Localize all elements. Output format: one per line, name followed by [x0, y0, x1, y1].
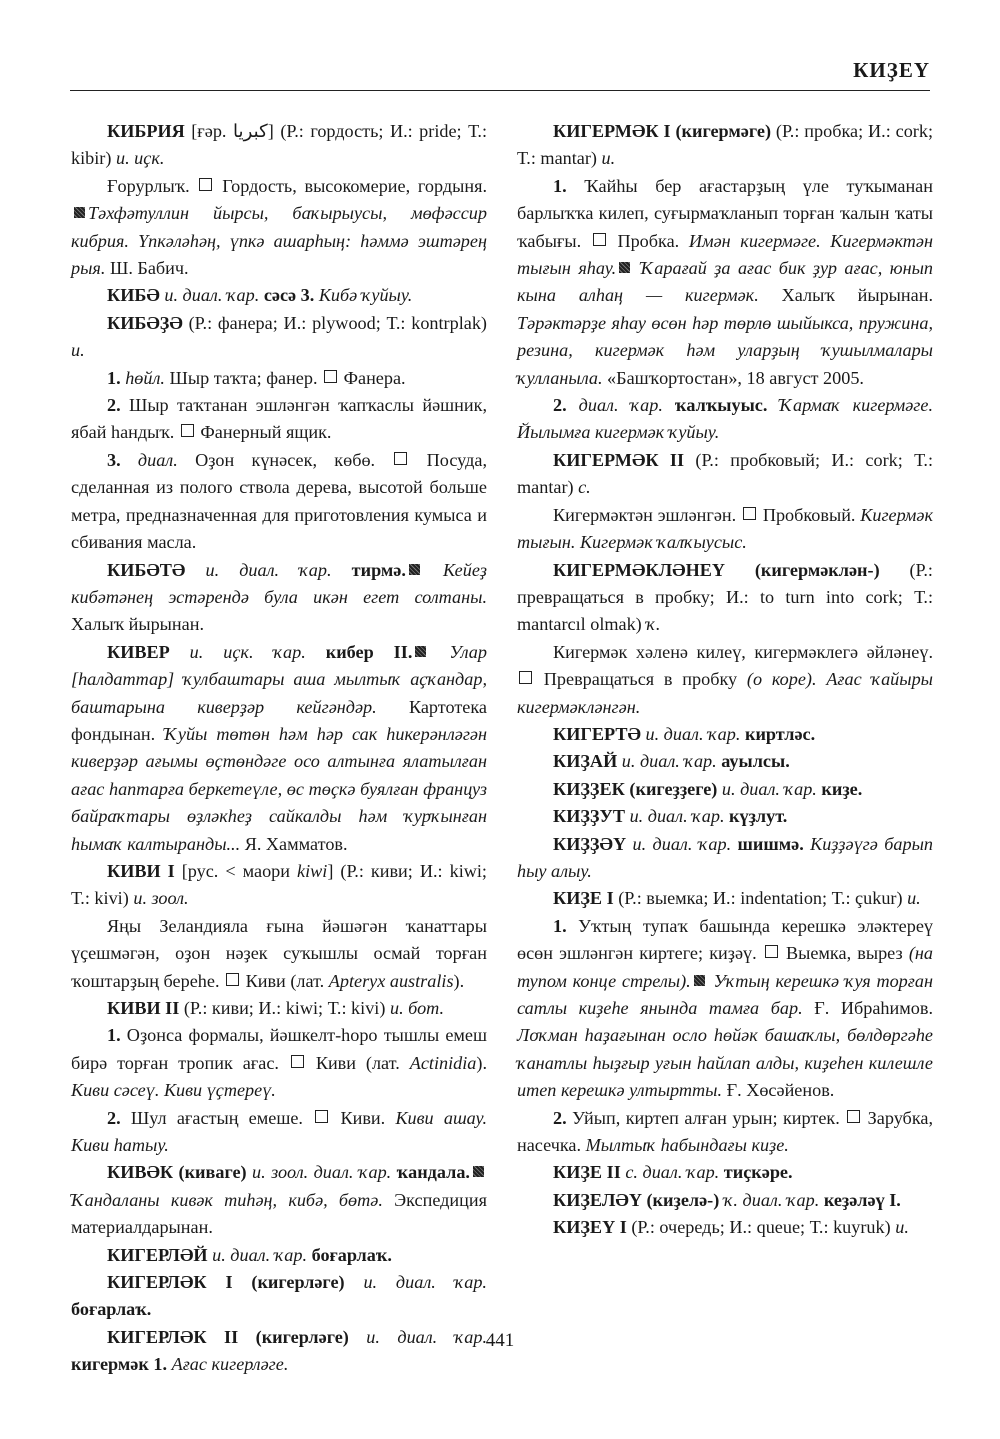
- example-square-icon: [619, 262, 630, 273]
- entry-kigermeklenew: КИГЕРМӘКЛӘНЕҮ (кигермәклән-) (Р.: превращаться в пробку; И.: to turn into cork; Т.: mantarcıl olmak) ҡ.: [517, 559, 933, 635]
- left-column: [71, 118, 487, 1379]
- entry-kibeze-sense-3: 3. диал. Оҙон күнәсек, көбө. Посуда, сделанная из полого ствола дерева, высотой больше метра, предназначенная для приготовления кумыса и сбивания масла.: [71, 449, 487, 553]
- translation-box-icon: [394, 452, 407, 465]
- entry-kigermek-1-sense-2: 2. диал. ҡар. ҡалҡыуыс. Ҡармаҡ кигермәге. Йылымға кигермәк ҡуйыу.: [517, 395, 933, 443]
- entry-kibeze-sense-2: 2. Шыр таҡтанан эшләнгән ҡапҡаслы йәшник, ябай һандыҡ. Фанерный ящик.: [71, 395, 487, 443]
- entry-kigerte: КИГЕРТӘ и. диал. ҡар. киртләс.: [553, 723, 816, 744]
- entry-kizzek: КИҘҘЕК (кигеҙҙеге) и. диал. ҡар. киҙе.: [553, 778, 863, 799]
- entry-kizeu-1: КИҘЕҮ I (Р.: очередь; И.: queue; Т.: kuyruk) и.: [553, 1217, 909, 1238]
- translation-box-icon: [847, 1110, 860, 1123]
- entry-kigermek-1-sense-1: 1. Ҡайһы бер ағастарҙың үле туҡыманан барлыҡҡа килеп, суғырмаҡланып торған ҡалын ҡаты ҡабығы. Пробка. Имән кигермәге. Кигермәктән тығын яһау. Ҡарағай ҙа ағас бик ҙур ағас, юнып кына алһаң — кигермәк. Халыҡ йырынан. Тәрәктәрҙе яһау өсөн һәр төрлө шыйыкса, пружина, резина, кигермәк һәм уларҙың ҡушылмалары ҡулланыла. «Башҡортостан», 18 август 2005.: [517, 175, 934, 388]
- translation-box-icon: [291, 1055, 304, 1068]
- entry-kizzut: КИҘҘУТ и. диал. ҡар. күҙлут.: [553, 806, 788, 827]
- entry-kize-1-sense-2: 2. Уйып, киртеп алған урын; киртек. Зарубка, насечка. Мылтыҡ һабындағы киҙе.: [517, 1107, 933, 1156]
- entry-kigermeklenew-definition: Кигермәк хәленә килеү, кигермәклегә әйләнеү. Превращаться в пробку (о коре). Ағас ҡайыры кигермәкләнгән.: [517, 641, 933, 717]
- entry-kibete: КИБӘТӘ и. диал. ҡар. тирмә. Кейеҙ кибәтәнең эстәрендә була икән егет солтаны. Халыҡ йырынан.: [71, 559, 487, 635]
- entry-kize-2: КИҘЕ II с. диал. ҡар. тиҫкәре.: [553, 1162, 793, 1183]
- translation-box-icon: [519, 671, 532, 684]
- translation-box-icon: [199, 178, 212, 191]
- entry-kibe: КИБӘ и. диал. ҡар. сәсә 3. Кибә ҡуйыу.: [107, 285, 413, 306]
- translation-box-icon: [743, 507, 756, 520]
- entry-kivi-1-definition: Яңы Зеландияла ғына йәшәгән ҡанаттары үҫешмәгән, оҙон нәҙек суҡышлы осмай торған ҡоштарҙың береһе. Киви (лат. Apteryx australis).: [71, 915, 487, 991]
- header-rule: [70, 90, 930, 91]
- translation-box-icon: [324, 370, 337, 383]
- entry-kigermek-2: КИГЕРМӘК II (Р.: пробковый; И.: cork; Т.: mantar) с.: [517, 449, 933, 498]
- example-square-icon: [74, 207, 85, 218]
- entry-kigerlek-1: КИГЕРЛӘК I (кигерләге) и. диал. ҡар. боғарлаҡ.: [71, 1272, 487, 1320]
- right-column: [517, 118, 933, 1242]
- entry-kigermek-2-definition: Кигермәктән эшләнгән. Пробковый. Кигермәк тығын. Кигермәк ҡалҡыусыс.: [517, 504, 933, 553]
- translation-box-icon: [315, 1110, 328, 1123]
- entry-kibeze-sense-1: 1. һөйл. Шыр таҡта; фанер. Фанера.: [107, 367, 406, 388]
- entry-kibriya: КИБРИЯ [ғәр. كبريا] (Р.: гордость; И.: pride; Т.: kibir) и. иҫк.: [71, 121, 487, 169]
- entry-kiver: КИВЕР и. иҫк. ҡар. кибер II. Улар [һалдаттар] ҡулбаштары аша мылтыҡ аҫҡандар, баштарына киверҙәр кейгәндәр. Картотека фондынан. Ҡуйы төтөн һәм һәр сак һикерәнләгән киверҙәр ағымы өҫтөндәге осо алтынға ялатылған ағас һаптарға беркетеүле, өс төҫкә буялған француз байраҡтары өҙләкһеҙ сайкалды һәм ҡурҡынған һымаҡ калтыранды... Я. Хамматов.: [71, 641, 488, 854]
- entry-kivi-2: КИВИ II (Р.: киви; И.: kiwi; Т.: kivi) и. бот.: [107, 998, 445, 1018]
- entry-kibriya-definition: Ғорурлыҡ. Гордость, высокомерие, гордыня. Тәхфәтуллин йырсы, баҡырыусы, мөфәссир кибрия. Үпкәләһәң, үпкә ашарһың: һәммә эштәрең рыя. Ш. Бабич.: [71, 175, 487, 279]
- entry-kivi-2-sense-2: 2. Шул ағастың емеше. Киви. Киви ашау. Киви һатыу.: [71, 1107, 488, 1156]
- example-square-icon: [415, 646, 426, 657]
- entry-kibeze: КИБӘҘӘ (Р.: фанера; И.: plywood; Т.: kontrplak) и.: [71, 312, 487, 361]
- entry-kigerlek-2: КИГЕРЛӘК II (кигерләге) и. диал. ҡар. кигермәк 1. Ағас кигерләге.: [71, 1326, 487, 1375]
- entry-kivek: КИВӘК (киваге) и. зоол. диал. ҡар. ҡандала. Ҡандаланы кивәк тиһәң, кибә, бөтә. Экспедиция материалдарынан.: [71, 1162, 487, 1238]
- entry-kivi-1: КИВИ I [рус. < маори kiwi] (Р.: киви; И.: kiwi; Т.: kivi) и. зоол.: [71, 860, 487, 909]
- example-square-icon: [473, 1166, 484, 1177]
- translation-box-icon: [181, 424, 194, 437]
- running-head: КИҘЕҮ: [853, 58, 930, 82]
- translation-box-icon: [765, 945, 778, 958]
- entry-kigerlei: КИГЕРЛӘЙ и. диал. ҡар. боғарлаҡ.: [107, 1244, 392, 1265]
- entry-kigermek-1: КИГЕРМӘК I (кигермәге) (Р.: пробка; И.: cork; Т.: mantar) и.: [517, 121, 934, 169]
- translation-box-icon: [593, 233, 606, 246]
- page-number: 441: [485, 1330, 515, 1351]
- entry-kize-1: КИҘЕ I (Р.: выемка; И.: indentation; Т.: çukur) и.: [553, 888, 921, 909]
- entry-kizai: КИҘАЙ и. диал. ҡар. ауылсы.: [553, 751, 790, 772]
- entry-kivi-2-sense-1: 1. Оҙонса формалы, йәшкелт-һоро тышлы емеш бирә торған тропик ағас. Киви (лат. Actinidia). Киви сәсеү. Киви үҫтереү.: [71, 1025, 487, 1101]
- entry-kize-1-sense-1: 1. Уҡтың тупаҡ башында керешкә эләктереү өсөн эшләнгән киртеге; киҙәү. Выемка, вырез (на тупом конце стрелы). Уҡтың керешкә ҡуя торған сатлы киҙеһе янында тамға бар. Ғ. Ибраһимов. Лоҡман һаҙағынан осло һөйәк башаҡлы, бөлдөргәһе ҡанатлы һыҙғыр уғын һайлап алды, киҙеһен килешле итеп керешкә ултыртты. Ғ. Хөсәйенов.: [517, 915, 933, 1101]
- example-square-icon: [694, 975, 705, 986]
- example-square-icon: [409, 564, 420, 575]
- entry-kizzeu: КИҘҘӘҮ и. диал. ҡар. шишмә. Киҙҙәүгә барып һыу алыу.: [517, 833, 933, 881]
- entry-kizeleu: КИҘЕЛӘҮ (киҙелә-) ҡ. диал. ҡар. кеҙәләү I.: [553, 1189, 901, 1210]
- translation-box-icon: [226, 973, 239, 986]
